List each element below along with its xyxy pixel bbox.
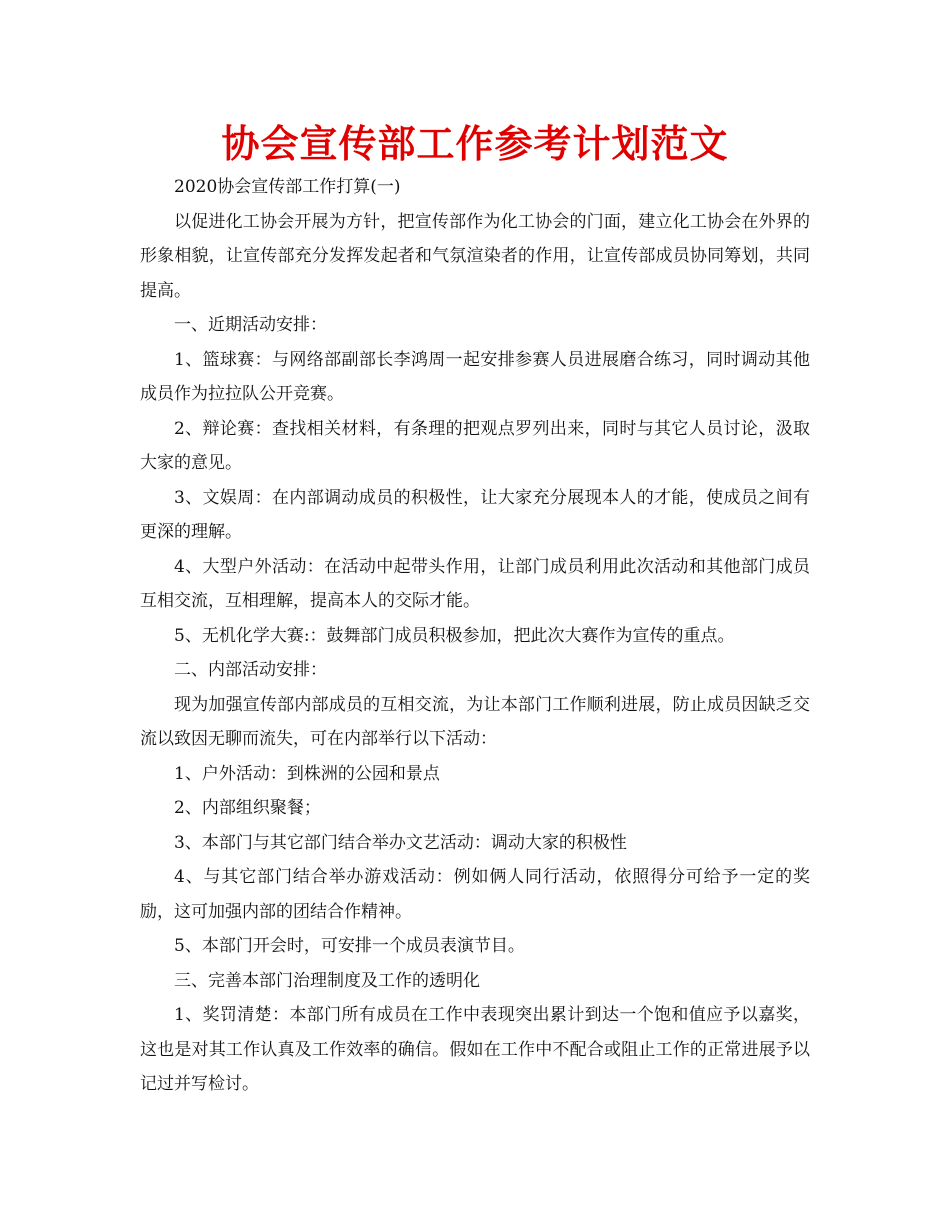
paragraph: 1、户外活动：到株洲的公园和景点 xyxy=(174,763,440,784)
paragraph: 1、奖罚清楚：本部门所有成员在工作中表现突出累计到达一个饱和值应予以嘉奖，这也是对其工作认真及工作效率的确信。假如在工作中不配合或阻止工作的正常进展予以记过并写检讨。 xyxy=(140,1005,810,1094)
paragraph: 1、篮球赛：与网络部副部长李鸿周一起安排参赛人员进展磨合练习，同时调动其他成员作为拉拉队公开竞赛。 xyxy=(140,349,810,404)
paragraph: 三、完善本部门治理制度及工作的透明化 xyxy=(174,970,480,991)
paragraph: 一、近期活动安排： xyxy=(174,315,327,335)
paragraph: 4、与其它部门结合举办游戏活动：例如俩人同行活动，依照得分可给予一定的奖励，这可加强内部的团结合作精神。 xyxy=(140,867,810,922)
paragraph: 以促进化工协会开展为方针，把宣传部作为化工协会的门面，建立化工协会在外界的形象相貌，让宣传部充分发挥发起者和气氛渲染者的作用，让宣传部成员协同筹划，共同提高。 xyxy=(140,211,810,301)
paragraph: 2、内部组织聚餐； xyxy=(174,798,321,818)
paragraph: 2、辩论赛：查找相关材料，有条理的把观点罗列出来，同时与其它人员讨论，汲取大家的意见。 xyxy=(140,418,810,473)
paragraph: 3、文娱周：在内部调动成员的积极性，让大家充分展现本人的才能，使成员之间有更深的理解。 xyxy=(140,487,810,542)
paragraph: 5、本部门开会时，可安排一个成员表演节目。 xyxy=(174,936,525,956)
paragraph: 2020协会宣传部工作打算(一) xyxy=(174,177,401,197)
paragraph: 5、无机化学大赛:：鼓舞部门成员积极参加，把此次大赛作为宣传的重点。 xyxy=(174,625,735,646)
paragraph: 现为加强宣传部内部成员的互相交流，为让本部门工作顺利进展，防止成员因缺乏交流以致因无聊而流失，可在内部举行以下活动： xyxy=(140,694,810,749)
document-body xyxy=(140,170,810,1102)
document-title: 协会宣传部工作参考计划范文 xyxy=(221,121,729,166)
paragraph: 二、内部活动安排： xyxy=(174,660,327,680)
paragraph: 4、大型户外活动：在活动中起带头作用，让部门成员利用此次活动和其他部门成员互相交流，互相理解，提高本人的交际才能。 xyxy=(140,556,810,611)
paragraph: 3、本部门与其它部门结合举办文艺活动：调动大家的积极性 xyxy=(174,832,627,853)
